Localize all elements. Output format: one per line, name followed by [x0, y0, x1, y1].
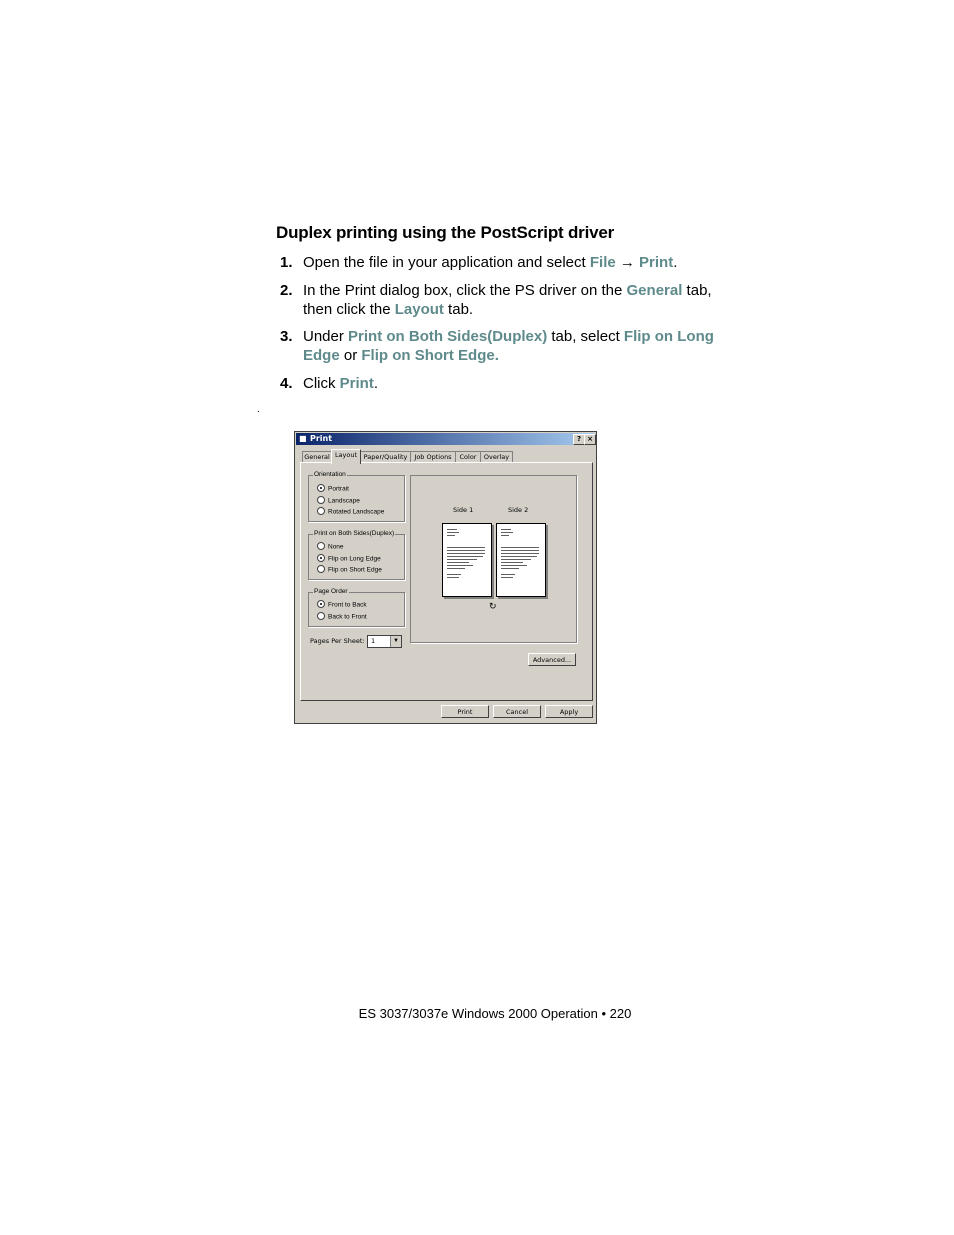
tab-general[interactable]: General	[302, 451, 332, 463]
radio-flip-short-edge[interactable]: Flip on Short Edge	[317, 566, 382, 574]
help-button[interactable]: ?	[573, 434, 585, 445]
pages-per-sheet-select[interactable]	[367, 635, 402, 648]
tab-job-options[interactable]: Job Options	[410, 451, 456, 463]
page-thumbnail-side-2	[496, 523, 546, 597]
step-number: 2.	[280, 282, 293, 299]
step-number: 3.	[280, 328, 293, 345]
chevron-down-icon[interactable]: ▼	[390, 636, 401, 647]
title-bar[interactable]	[296, 433, 595, 445]
page-order-group	[308, 588, 405, 627]
group-label: Print on Both Sides(Duplex)	[314, 530, 395, 537]
print-button[interactable]: Print	[441, 705, 489, 718]
page-thumbnail-side-1	[442, 523, 492, 597]
page-footer: ES 3037/3037e Windows 2000 Operation • 220	[358, 1006, 632, 1021]
group-label: Page Order	[314, 588, 348, 595]
keyword-flip-long: Flip on Long Edge	[303, 328, 714, 364]
step-number: 4.	[280, 375, 293, 392]
advanced-button[interactable]: Advanced...	[528, 653, 576, 666]
tab-overlay[interactable]: Overlay	[480, 451, 513, 463]
keyword-print: Print	[339, 375, 374, 392]
keyword-flip-short: Flip on Short Edge.	[361, 347, 499, 364]
keyword-general: General	[626, 282, 683, 299]
radio-dot-icon	[317, 507, 325, 515]
close-button[interactable]: ×	[584, 434, 596, 445]
step-text: Under Print on Both Sides(Duplex) tab, select Flip on Long Edge or Flip on Short Edge.	[303, 328, 714, 364]
keyword-file: File	[589, 254, 616, 271]
radio-dot-icon	[317, 600, 325, 608]
tab-color[interactable]: Color	[455, 451, 481, 463]
stray-mark: .	[257, 404, 260, 415]
radio-flip-long-edge[interactable]: Flip on Long Edge	[317, 555, 381, 563]
section-heading: Duplex printing using the PostScript driver	[276, 223, 615, 242]
dialog-title: Print	[310, 434, 333, 443]
orientation-group	[308, 471, 405, 522]
step-text: Open the file in your application and select File → Print.	[303, 254, 678, 271]
radio-none[interactable]: None	[317, 543, 344, 551]
radio-back-to-front[interactable]: Back to Front	[317, 613, 367, 621]
group-label: Orientation	[314, 471, 346, 478]
tab-paper-quality[interactable]: Paper/Quality	[360, 451, 411, 463]
radio-portrait[interactable]: Portrait	[317, 485, 349, 493]
radio-front-to-back[interactable]: Front to Back	[317, 601, 367, 609]
keyword-duplex: Print on Both Sides(Duplex)	[348, 328, 548, 345]
tab-layout[interactable]: Layout	[331, 449, 361, 464]
keyword-print: Print	[639, 254, 674, 271]
apply-button[interactable]: Apply	[545, 705, 593, 718]
radio-dot-icon	[317, 496, 325, 504]
pages-per-sheet-label: Pages Per Sheet:	[310, 637, 365, 645]
keyword-layout: Layout	[394, 301, 444, 318]
side-2-label: Side 2	[508, 506, 529, 514]
duplex-preview	[410, 475, 577, 643]
flip-rotate-icon: ↻	[489, 601, 497, 611]
radio-dot-icon	[317, 565, 325, 573]
radio-dot-icon	[317, 484, 325, 492]
duplex-group	[308, 530, 405, 580]
radio-dot-icon	[317, 554, 325, 562]
radio-landscape[interactable]: Landscape	[317, 497, 360, 505]
radio-dot-icon	[317, 612, 325, 620]
step-text: In the Print dialog box, click the PS driver on the General tab, then click the Layout tab.	[303, 282, 712, 318]
pages-per-sheet-value: 1	[371, 637, 376, 645]
side-1-label: Side 1	[453, 506, 474, 514]
radio-dot-icon	[317, 542, 325, 550]
cancel-button[interactable]: Cancel	[493, 705, 541, 718]
radio-rotated-landscape[interactable]: Rotated Landscape	[317, 508, 384, 516]
step-text: Click Print.	[303, 375, 379, 392]
printer-icon: ■	[299, 434, 307, 443]
step-number: 1.	[280, 254, 293, 271]
